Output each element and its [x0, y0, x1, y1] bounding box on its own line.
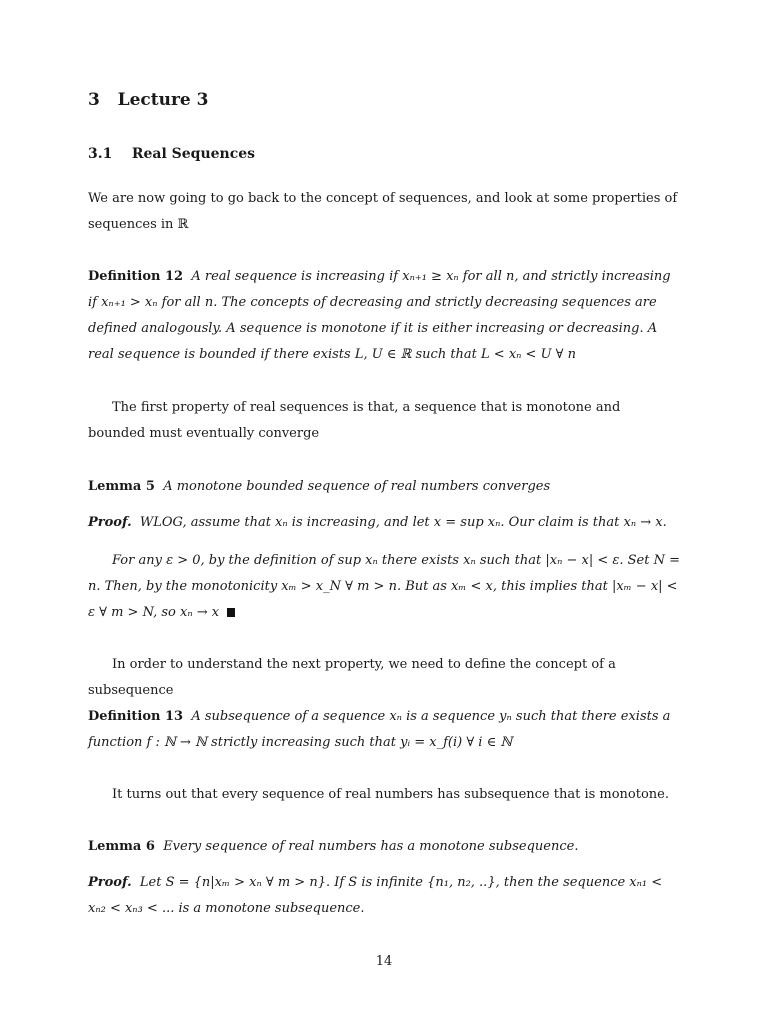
definition-13-body: A subsequence of a sequence xₙ is a sequence yₙ such that there exists a function f : ℕ → ℕ strictly increasing such that yᵢ = x_f(i) ∀ i ∈ ℕ: [88, 709, 671, 750]
lemma-5-body: A monotone bounded sequence of real numbers converges: [163, 479, 551, 494]
section-number: 3: [88, 90, 100, 110]
subsection-heading: [88, 142, 680, 166]
subsection-number: 3.1: [88, 146, 113, 162]
proof-lemma-5-continued: [88, 548, 680, 626]
definition-12: [88, 264, 680, 368]
intro-paragraph: We are now going to go back to the concept of sequences, and look at some properties of sequences in ℝ: [88, 191, 678, 232]
section-title: Lecture 3: [117, 90, 209, 110]
proof-label-2: Proof.: [88, 875, 132, 890]
qed-square-icon: [227, 608, 235, 617]
proof-lemma-6: [88, 870, 680, 922]
monotone-subsequence-paragraph: It turns out that every sequence of real numbers has subsequence that is monotone.: [112, 787, 670, 802]
definition-13-label: Definition 13: [88, 709, 184, 724]
subsequence-intro-paragraph: In order to understand the next property, we need to define the concept of a subsequence: [88, 657, 616, 698]
lemma-6-body: Every sequence of real numbers has a monotone subsequence.: [163, 839, 579, 854]
proof-lemma-5-body: WLOG, assume that xₙ is increasing, and let x = sup xₙ. Our claim is that xₙ → x.: [139, 515, 667, 530]
lemma-6-label: Lemma 6: [88, 839, 155, 854]
page-number: 14: [375, 954, 393, 969]
lemma-5-label: Lemma 5: [88, 479, 155, 494]
proof-lemma-6-body: Let S = {n|xₘ > xₙ ∀ m > n}. If S is infinite {n₁, n₂, ..}, then the sequence xₙ₁ < xₙ₂ < xₙ₃ < ... is a monotone subsequence.: [88, 875, 663, 916]
definition-13: [88, 704, 680, 756]
definition-12-label: Definition 12: [88, 269, 184, 284]
monotone-bounded-paragraph: The first property of real sequences is that, a sequence that is monotone and bounded must eventually converge: [88, 400, 621, 441]
definition-12-body: A real sequence is increasing if xₙ₊₁ ≥ xₙ for all n, and strictly increasing if xₙ₊₁ > xₙ for all n. The concepts of decreasing and strictly decreasing sequences are defined analogously. A sequence is monotone if it is either increasing or decreasing. A real sequence is bounded if there exists L, U ∈ ℝ such that L < xₙ < U ∀ n: [88, 269, 671, 362]
lemma-6: [88, 834, 680, 860]
subsection-title: Real Sequences: [131, 146, 256, 162]
proof-label: Proof.: [88, 515, 132, 530]
proof-lemma-5: [88, 510, 680, 536]
section-heading: [88, 86, 680, 114]
proof-lemma-5-para2: For any ε > 0, by the definition of sup xₙ there exists xₙ such that |xₙ − x| < ε. Set N = n. Then, by the monotonicity xₘ > x_N ∀ m > n. But as xₘ < x, this implies that |xₘ − x| < ε ∀ m > N, so xₙ → x: [88, 553, 680, 620]
lemma-5: [88, 474, 680, 500]
